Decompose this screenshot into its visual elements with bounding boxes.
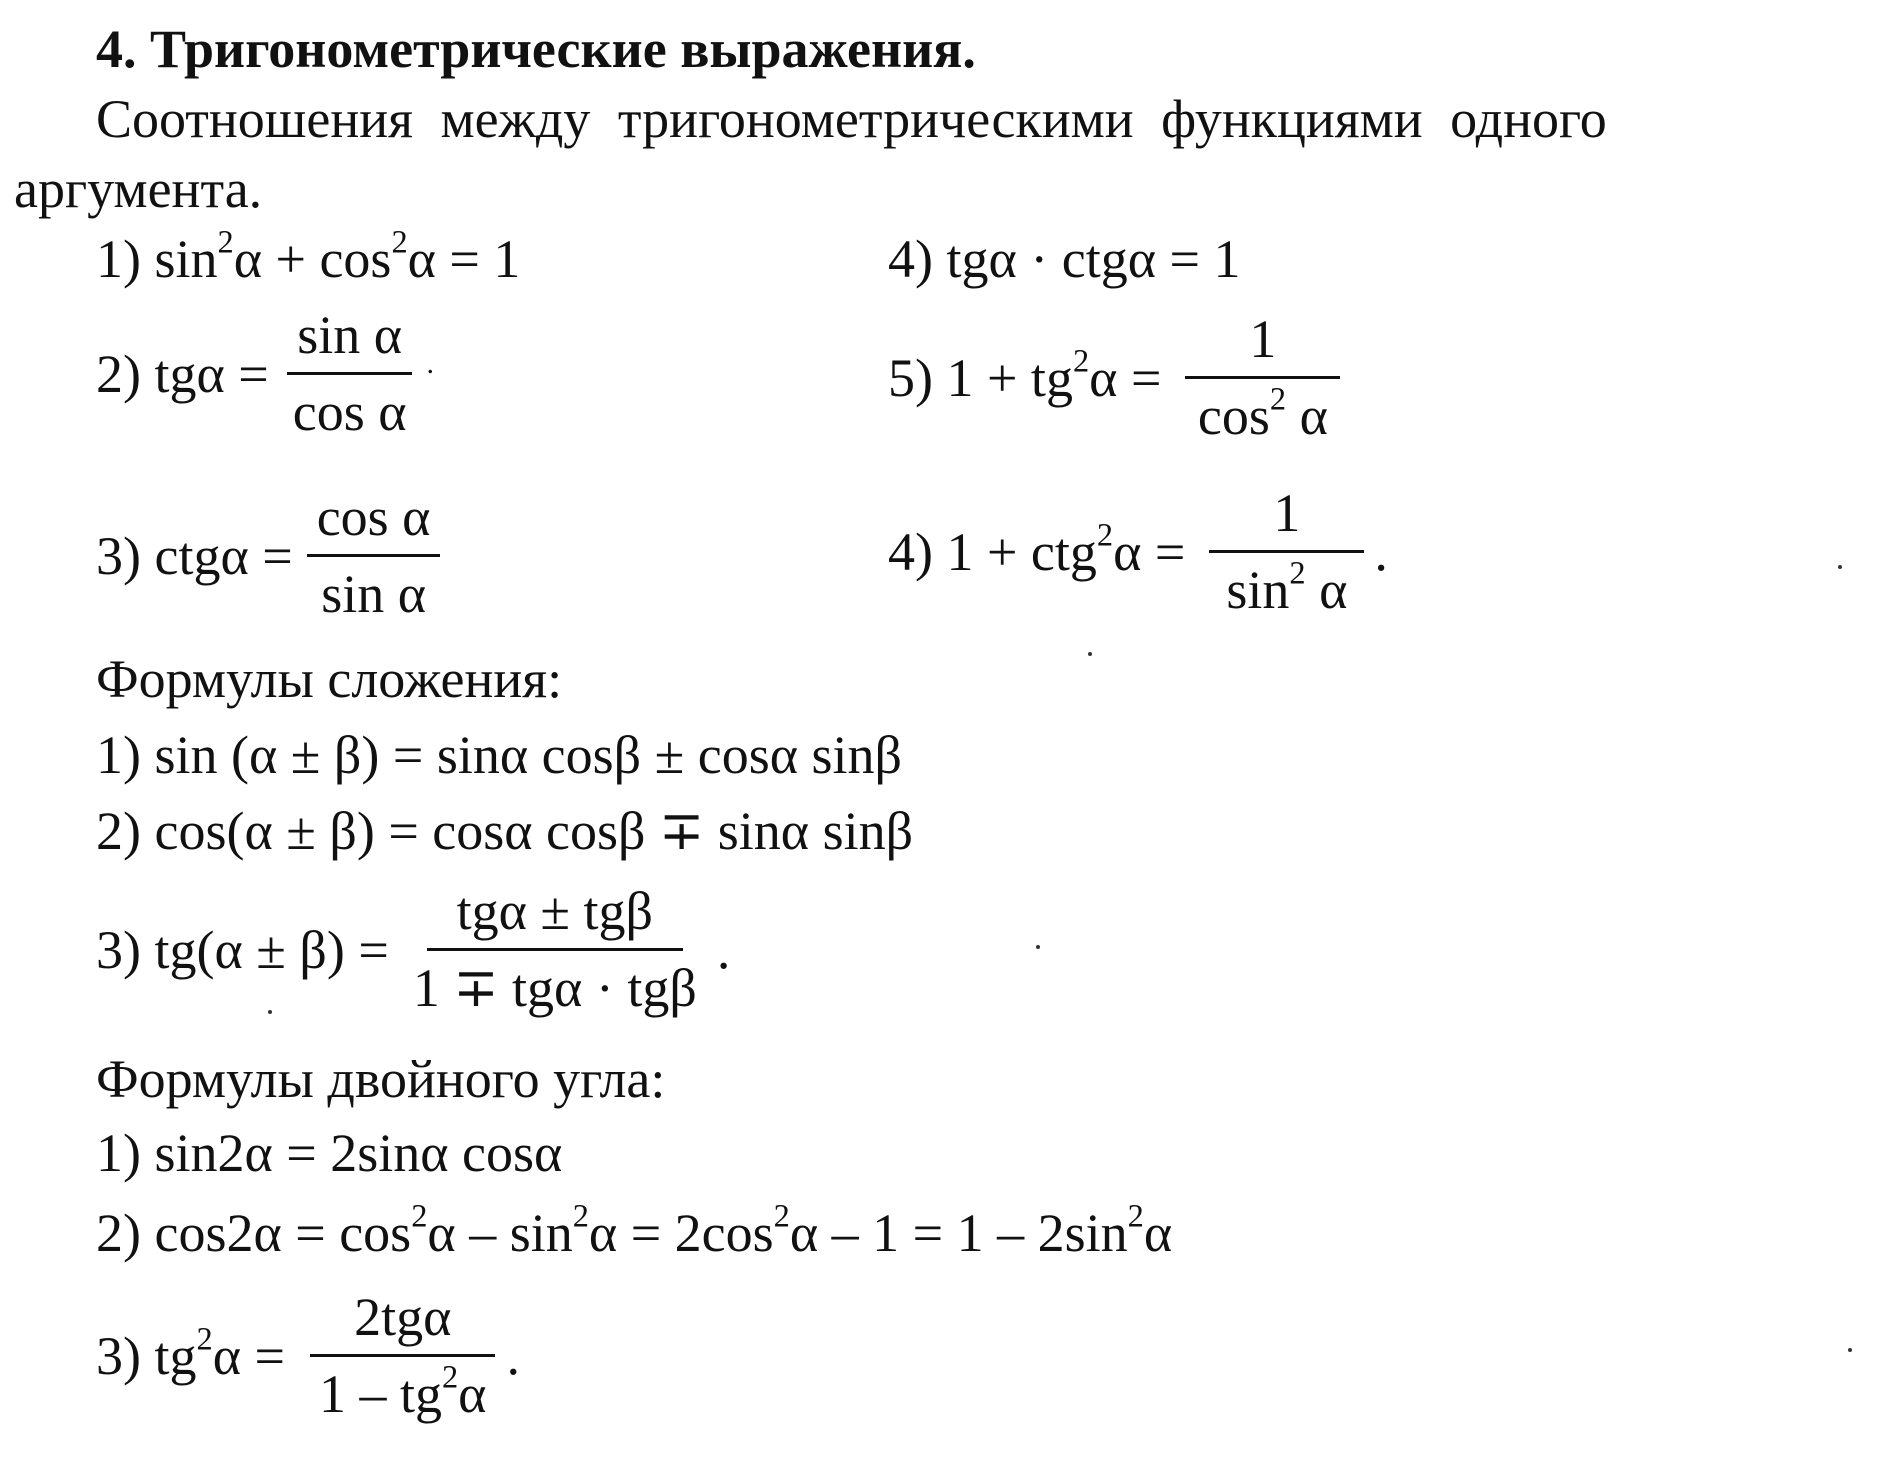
- relation-1: [96, 224, 521, 289]
- scan-speck: [268, 1010, 272, 1014]
- relation-3: [96, 487, 446, 624]
- relation-2-denominator: cos α: [292, 382, 407, 442]
- relation-2-fraction: [283, 305, 417, 442]
- addition-formula-1: 1) sin (α ± β) = sinα cosβ ± cosα sinβ: [96, 725, 902, 785]
- relation-6-trail: .: [1374, 521, 1388, 582]
- addition-formula-3: [96, 881, 731, 1018]
- relation-1-text-a: 1) sin: [96, 229, 218, 289]
- intro-line-1: Соотношения между тригонометрическими функциями одного: [96, 89, 1607, 149]
- relation-3-fraction: [307, 487, 441, 624]
- relation-1-text-c: α + cos: [233, 229, 392, 289]
- scan-speck: [1088, 652, 1092, 656]
- intro-line-2: аргумента.: [14, 159, 263, 219]
- double-angle-formula-3-trail: .: [506, 1325, 520, 1386]
- relation-6-fraction: [1209, 483, 1364, 620]
- relation-5-numerator: 1: [1185, 312, 1340, 379]
- scan-speck: [1838, 565, 1842, 569]
- double-angle-formula-3-denominator: $1 - tg^2\alpha$: [318, 1359, 487, 1424]
- relation-2-trail: .: [426, 346, 435, 380]
- addition-formula-3-lhs: 3) tg(α ± β) =: [96, 919, 389, 980]
- addition-formula-3-trail: .: [716, 919, 731, 980]
- double-angle-formula-1: 1) sin2α = 2sinα cosα: [96, 1123, 563, 1183]
- relation-1-sup-1: 2: [217, 224, 234, 261]
- double-angle-formula-3-lhs: 3) $tg^2\alpha$ =: [96, 1321, 285, 1386]
- relation-4: 4) tgα · ctgα = 1: [888, 229, 1241, 289]
- relation-5-lhs: 5) $1 + tg^2\alpha$ =: [888, 343, 1162, 408]
- relation-5: [888, 309, 1346, 446]
- double-angle-formula-3: [96, 1287, 520, 1424]
- addition-heading: Формулы сложения:: [96, 649, 563, 709]
- relation-5-fraction: [1185, 309, 1340, 446]
- scan-speck: [1848, 1348, 1852, 1352]
- double-angle-heading: Формулы двойного угла:: [96, 1049, 666, 1109]
- relation-1-sup-2: 2: [391, 224, 408, 261]
- addition-formula-3-numerator: tgα ± tgβ: [427, 884, 683, 951]
- relation-3-lhs: 3) ctgα =: [96, 525, 293, 586]
- relation-3-numerator: cos α: [307, 490, 441, 557]
- addition-formula-2: 2) cos(α ± β) = cosα cosβ ∓ sinα sinβ: [96, 801, 914, 861]
- relation-1-text-e: α = 1: [407, 229, 521, 289]
- double-angle-formula-3-fraction: [309, 1287, 497, 1424]
- relation-2: [96, 305, 435, 442]
- double-angle-formula-2: 2) $\cos 2\alpha = \cos^2\alpha - \sin^2\alpha = 2\cos^2\alpha - 1 = 1 - 2\sin^2\alpha$: [96, 1198, 1173, 1263]
- section-title: 4. Тригонометрические выражения.: [96, 19, 976, 79]
- scan-speck: [1036, 945, 1040, 949]
- addition-formula-3-denominator: 1 ∓ tgα · tgβ: [412, 958, 697, 1018]
- relation-6: [888, 483, 1388, 620]
- addition-formula-3-fraction: [403, 881, 707, 1018]
- relation-2-numerator: sin α: [287, 308, 412, 375]
- relation-3-denominator: sin α: [321, 564, 426, 624]
- double-angle-formula-3-numerator: 2tgα: [310, 1290, 495, 1357]
- relation-5-denominator: $\cos^2 \alpha$: [1197, 381, 1328, 446]
- relation-6-denominator: $\sin^2 \alpha$: [1226, 555, 1348, 620]
- relation-2-lhs: 2) tgα =: [96, 343, 269, 404]
- relation-6-numerator: 1: [1209, 486, 1364, 553]
- relation-6-lhs: 4) 1 + ctg$^2$α =: [888, 517, 1186, 582]
